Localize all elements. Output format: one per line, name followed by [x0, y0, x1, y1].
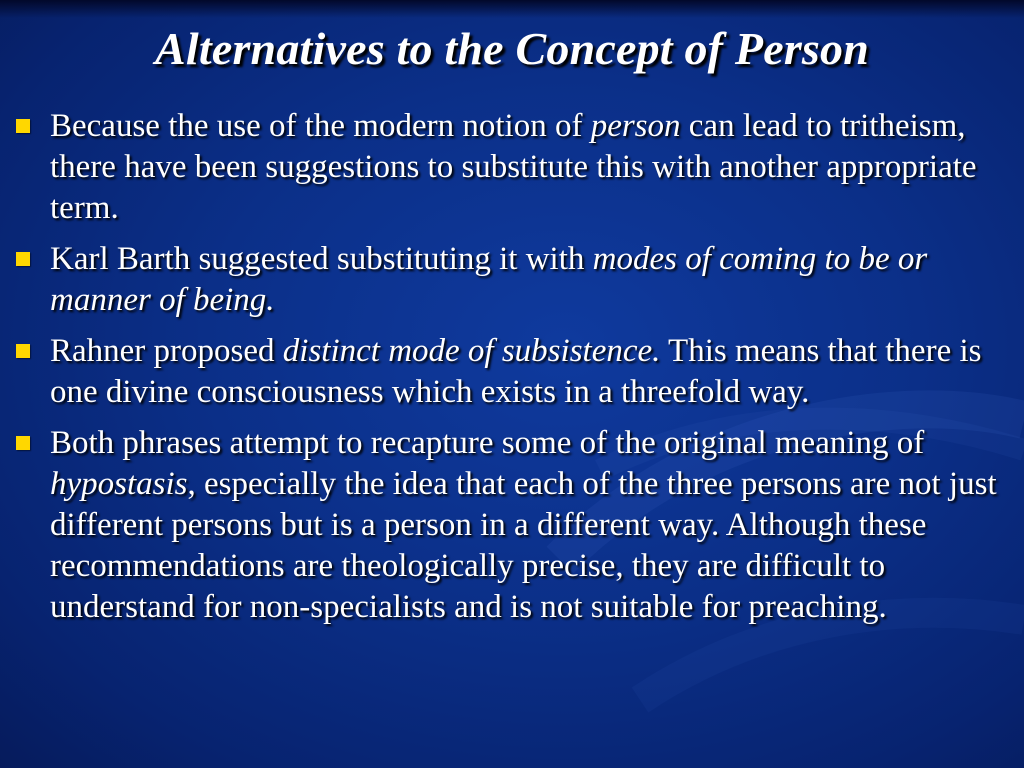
bullet-text: Karl Barth suggested substituting it with: [50, 241, 593, 277]
bullet-text: Both phrases attempt to recapture some of the original meaning of: [50, 425, 925, 461]
bullet-item: [0, 239, 1024, 321]
bullet-text: This means that there is one divine consciousness which exists in a threefold way.: [50, 333, 982, 410]
top-shadow-band: [0, 0, 1024, 18]
square-bullet-icon: [16, 252, 30, 266]
bullet-item: [0, 423, 1024, 628]
bullet-item: [0, 331, 1024, 413]
slide-title: Alternatives to the Concept of Person: [155, 23, 869, 74]
bullet-text: Rahner proposed: [50, 333, 283, 369]
square-bullet-icon: [16, 344, 30, 358]
italic-term: distinct mode of subsistence.: [282, 333, 661, 369]
bullet-list: [0, 106, 1024, 638]
square-bullet-icon: [16, 436, 30, 450]
bullet-item: [0, 106, 1024, 229]
bullet-text: , especially the idea that each of the three persons are not just different persons but is a person in a different way. Although these recommendations are theologically precise, they are difficult to understand for non-specialists and is not suitable for preaching.: [50, 466, 997, 625]
italic-term: person: [590, 108, 681, 144]
bullet-text: can lead to tritheism, there have been suggestions to substitute this with another appropriate term.: [50, 108, 977, 226]
italic-term: modes of coming to be or manner of being.: [50, 241, 928, 318]
square-bullet-icon: [16, 119, 30, 133]
bullet-text: Because the use of the modern notion of: [50, 108, 591, 144]
italic-term: hypostasis: [50, 466, 188, 502]
